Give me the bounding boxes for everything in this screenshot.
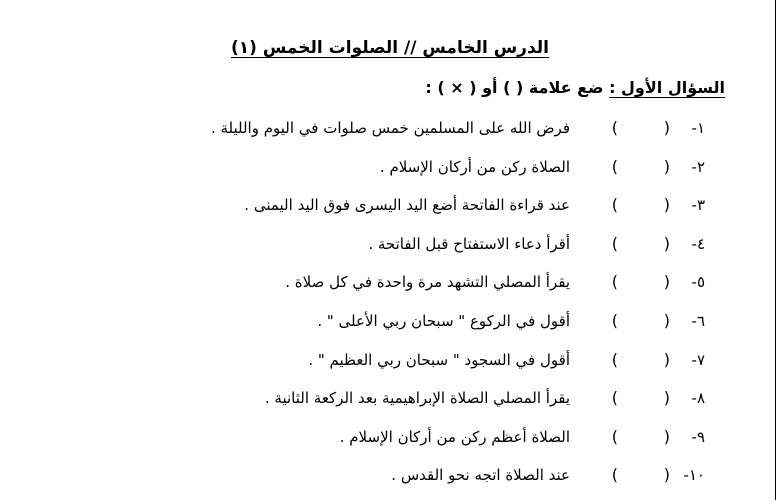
item-number: ٧- bbox=[691, 350, 705, 369]
item-number: ٢- bbox=[691, 157, 705, 176]
answer-box-open: ( bbox=[663, 310, 670, 330]
item-number: ٦- bbox=[691, 311, 705, 330]
item-statement: يقرأ المصلي الصلاة الإبراهيمية بعد الركعة الثانية . bbox=[264, 389, 570, 408]
item-statement: أقول في السجود " سبحان ربي العظيم " . bbox=[308, 350, 570, 369]
answer-box-open: ( bbox=[663, 388, 670, 408]
answer-box-close: ) bbox=[611, 156, 618, 176]
answer-box-close: ) bbox=[611, 426, 618, 446]
item-statement: أقول في الركوع " سبحان ربي الأعلى " . bbox=[317, 311, 570, 330]
item-number: ٩- bbox=[691, 427, 705, 446]
item-number: ٤- bbox=[691, 234, 705, 253]
question-item bbox=[0, 424, 780, 463]
question-header bbox=[425, 78, 725, 97]
question-item bbox=[0, 347, 780, 386]
item-number: ١- bbox=[691, 119, 705, 137]
answer-box-open: ( bbox=[663, 465, 670, 485]
question-label: السؤال الأول : bbox=[609, 78, 725, 97]
item-number: ٨- bbox=[691, 389, 705, 408]
answer-box-close: ) bbox=[611, 349, 618, 369]
answer-box-close: ) bbox=[611, 118, 618, 137]
item-statement: أقرأ دعاء الاستفتاح قبل الفاتحة . bbox=[368, 234, 570, 253]
question-item bbox=[0, 231, 780, 270]
answer-box-open: ( bbox=[663, 272, 670, 292]
question-items bbox=[0, 115, 780, 501]
answer-box-open: ( bbox=[663, 233, 670, 253]
answer-box-open: ( bbox=[663, 195, 670, 215]
question-item bbox=[0, 385, 780, 424]
answer-box-open: ( bbox=[663, 426, 670, 446]
question-item bbox=[0, 308, 780, 347]
item-statement: عند الصلاة اتجه نحو القدس . bbox=[391, 466, 570, 485]
answer-box-open: ( bbox=[663, 349, 670, 369]
answer-box-close: ) bbox=[611, 195, 618, 215]
item-number: ٣- bbox=[691, 196, 705, 215]
answer-box-close: ) bbox=[611, 465, 618, 485]
question-item bbox=[0, 462, 780, 501]
question-item bbox=[0, 154, 780, 193]
answer-box-open: ( bbox=[663, 118, 670, 137]
answer-box-open: ( bbox=[663, 156, 670, 176]
lesson-title: الدرس الخامس // الصلوات الخمس (١) bbox=[231, 38, 549, 58]
question-item bbox=[0, 192, 780, 231]
item-statement: عند قراءة الفاتحة أضع اليد اليسرى فوق اليد اليمنى . bbox=[244, 196, 570, 215]
item-statement: الصلاة أعظم ركن من أركان الإسلام . bbox=[339, 427, 570, 446]
item-number: ٥- bbox=[691, 273, 705, 292]
answer-box-close: ) bbox=[611, 310, 618, 330]
question-item bbox=[0, 269, 780, 308]
answer-box-close: ) bbox=[611, 233, 618, 253]
item-statement: يقرأ المصلي التشهد مرة واحدة في كل صلاة . bbox=[285, 273, 570, 292]
question-instruction: ضع علامة ( ) أو ( × ) : bbox=[425, 78, 604, 97]
question-item bbox=[0, 115, 780, 154]
answer-box-close: ) bbox=[611, 388, 618, 408]
answer-box-close: ) bbox=[611, 272, 618, 292]
item-statement: الصلاة ركن من أركان الإسلام . bbox=[379, 157, 570, 176]
item-statement: فرض الله على المسلمين خمس صلوات في اليوم والليلة . bbox=[210, 119, 570, 137]
item-number: ١٠- bbox=[683, 466, 705, 485]
